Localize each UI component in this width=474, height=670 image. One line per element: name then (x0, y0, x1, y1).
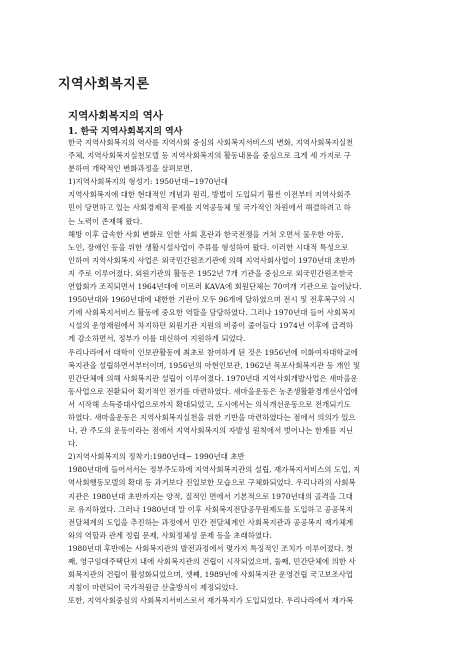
body-line: 게 감소하면서, 정부가 이를 대신하여 지원하게 되었다. (68, 334, 246, 344)
body-line: 한국 지역사회복지의 역사를 지역사회 중심의 사회복지서비스의 변화, 지역사회복지실천 (68, 138, 354, 147)
document-body (68, 136, 434, 607)
body-line: 로 유지하였다. 그러나 1980년대 말 이후 사회복지전달공무원제도를 도입하고 공공복지 (68, 504, 354, 514)
body-line: 하였다. 새마을운동은 지역사회복지실천을 위한 기반을 마련하였다는 점에서 의의가 있으 (68, 412, 356, 422)
body-line: 지 주로 이루어졌다. 외원기관의 활동은 1952년 7개 기관을 중심으로 외국민간원조한국 (68, 268, 354, 278)
body-line: 역사회행동모델의 확대 등 과거보다 진일보한 모습으로 구체화되었다. 우리나라의 사회복 (68, 478, 356, 488)
body-line: 우리나라에서 대학이 인보관활동에 최초로 참여하게 된 것은 1956년에 이화여자대학교에 (68, 347, 358, 357)
body-line: 와의 역할과 관계 정립 문제, 사회정체성 문제 등을 초래하였다. (68, 530, 272, 540)
body-line: 동사업으로 전환되어 획기적인 전기를 마련하였다. 새마을운동은 농촌생활환경개선사업에 (68, 386, 358, 396)
body-line: 1980년대 후반에는 사회복지관의 발전과정에서 몇가지 특징적인 조치가 이루어졌다. 첫 (68, 543, 354, 553)
body-line: 기에 사회복지서비스 활동에 중요한 역할을 담당하였다. 그러나 1970년대 들어 사회복지 (68, 308, 356, 318)
body-line: 2)지역사회복지의 정착기:1980년대~ 1990년대 초반 (68, 452, 245, 462)
body-line: 민이 당면하고 있는 사회경제적 문제를 지역공동체 및 국가적인 차원에서 해결하려고 하 (68, 203, 351, 213)
body-line: 지침이 마련되어 국가적원금 산출방식이 제정되었다. (68, 583, 239, 593)
body-line: 째, 영구임대주택단지 내에 사회복지관의 건립이 시작되었으며, 둘째, 민간단체에 의한 사 (68, 557, 356, 566)
body-line: 지관은 1980년대 초반까지는 양적, 질적인 면에서 기본적으로 1970년대의 골격을 그대 (68, 491, 353, 501)
body-line: 서 시작해 소득증대사업으로까지 확대되었고, 도시에서는 의식개선운동으로 전개되기도 (68, 399, 351, 409)
body-line: 는 노력이 존재해 왔다. (68, 216, 143, 226)
body-line: 시설의 운영재원에서 차지하던 외원기관 지원의 비중이 줄어들다 1974년 이후에 급격하 (68, 321, 354, 331)
body-line: 회복지관의 건립이 활성화되었으며, 셋째, 1989년에 사회복지관 운영건립 국고보조사업 (68, 570, 354, 580)
section-title: 지역사회복지의 역사 (68, 110, 163, 122)
body-line: 분하여 개략적인 변화과정을 살펴보면, (68, 164, 193, 174)
body-line: 지역사회복지에 대한 현대적인 개념과 원리, 방법이 도입되기 훨씬 이전부터 지역사회주 (68, 190, 351, 200)
body-line: 1950년대와 1960년대에 내한한 기관이 모두 96개에 달하였으며 전시 및 전후복구의 시 (68, 295, 356, 305)
body-line: 1980년대에 들어서서는 정부주도하에 지역사회복지관의 설립, 재가복지서비스의 도입, 지 (68, 465, 361, 475)
body-line: 복지관을 설립하면서부터이며, 1956년의 아현인보관, 1962년 목포사회복지관 등 개인 및 (68, 360, 361, 370)
body-line: 또한, 지역사회중심의 사회복지서비스로서 재가복지가 도입되었다. 우리나라에서 재가복 (68, 596, 354, 606)
subsection-title: 1. 한국 지역사회복지의 역사 (68, 127, 183, 137)
body-line: 연합회가 조직되면서 1964년대에 이르러 KAVA에 회원단체는 70여개 기관으로 늘어났다. (68, 282, 362, 292)
body-line: 1)지역사회복지의 형성기: 1950년대~1970년대 (68, 177, 228, 187)
body-line: 전달체계의 도입을 추진하는 과정에서 민간 전달체계인 사회복지관과 공공복지 재가체계 (68, 517, 354, 527)
body-line: 나, 관 주도의 운동이라는 점에서 지역사회복지의 자발성 원칙에서 벗어나는 한계를 지닌 (68, 426, 354, 436)
body-line: 민간단체에 의해 사회복지관 설립이 이루어졌다. 1970년대 지역사회개발사업은 새마을운 (68, 373, 358, 383)
body-line: 해방 이후 급속한 사회 변화로 인한 사회 혼란과 한국전쟁을 거쳐 오면서 물우한 아동, (68, 229, 344, 239)
body-line: 인하여 지역사회복지 사업은 외국민간원조기관에 의해 지역사회사업이 1970년대 초반까 (68, 255, 356, 265)
body-line: 주체, 지역사회복지실천모델 등 지역사회복지의 활동내용을 중심으로 크게 세 가지로 구 (68, 151, 351, 161)
document-title: 지역사회복지론 (58, 77, 150, 92)
body-line: 다. (68, 439, 78, 449)
body-line: 노인, 장애인 등을 위한 생활시설사업이 주류를 형성하여 왔다. 이러한 시대적 특성으로 (68, 242, 349, 252)
